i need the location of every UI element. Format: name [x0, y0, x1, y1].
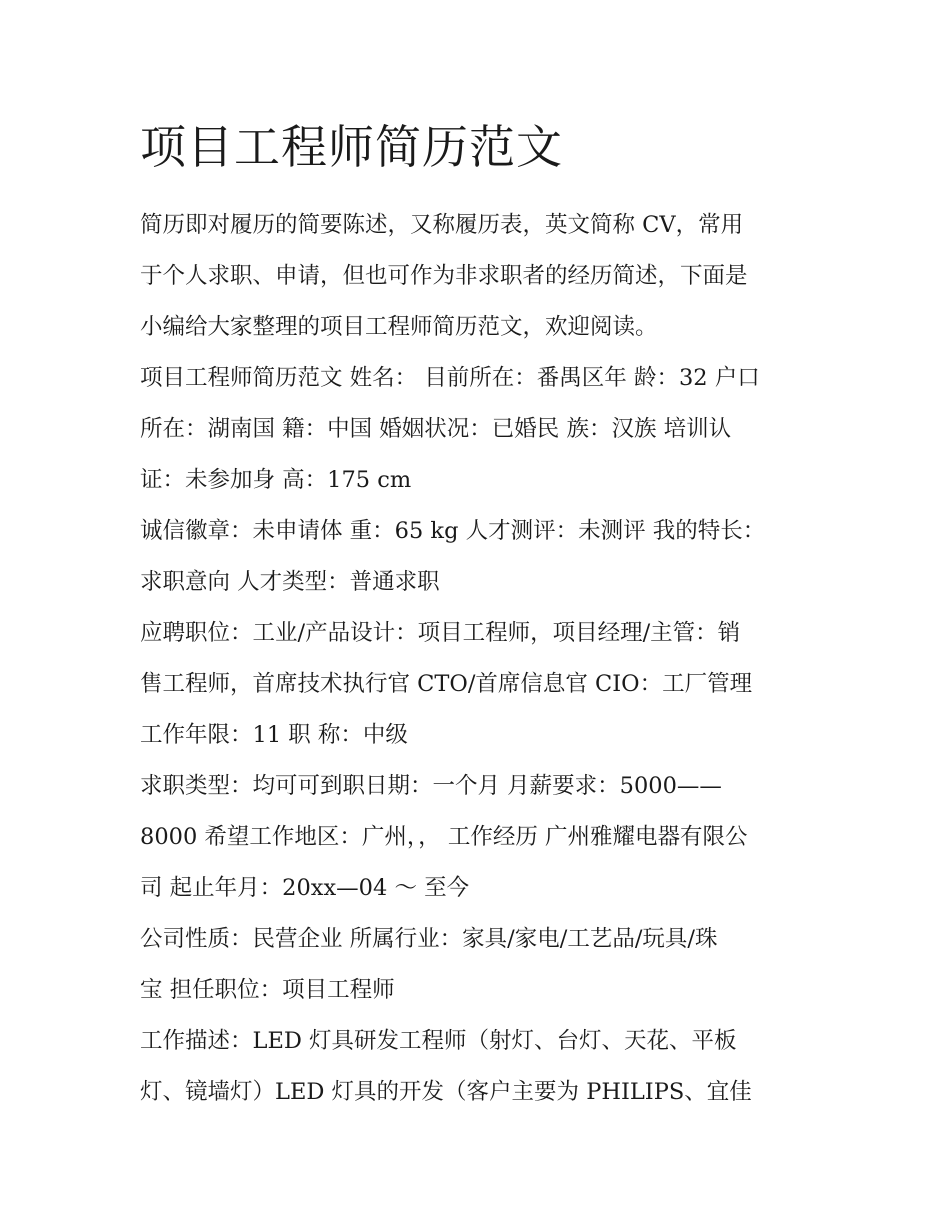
document-page — [140, 112, 820, 1118]
paragraph-job-type — [140, 761, 820, 914]
text-line: 灯、镜墙灯）LED 灯具的开发（客户主要为 PHILIPS、宜佳 — [140, 1079, 752, 1105]
text-line: 求职类型：均可可到职日期：一个月 月薪要求：5000—— — [140, 773, 722, 799]
text-line: 8000 希望工作地区：广州，， 工作经历 广州雅耀电器有限公 — [140, 824, 748, 850]
paragraph-personal-info — [140, 353, 820, 506]
text-line: 工作年限：11 职 称：中级 — [140, 722, 408, 748]
text-line: 简历即对履历的简要陈述，又称履历表，英文简称 CV，常用 — [140, 212, 744, 238]
text-line: 于个人求职、申请，但也可作为非求职者的经历简述，下面是 — [140, 263, 748, 289]
text-line: 小编给大家整理的项目工程师简历范文，欢迎阅读。 — [140, 314, 658, 340]
document-title: 项目工程师简历范文 — [140, 120, 563, 174]
text-line: 司 起止年月：20xx—04 ～ 至今 — [140, 875, 470, 901]
text-line: 项目工程师简历范文 姓名： 目前所在：番禺区年 龄：32 户口 — [140, 365, 760, 391]
paragraph-credentials — [140, 506, 820, 608]
text-line: 宝 担任职位：项目工程师 — [140, 977, 395, 1003]
paragraph-job-description — [140, 1016, 820, 1118]
text-line: 公司性质：民营企业 所属行业：家具/家电/工艺品/玩具/珠 — [140, 926, 718, 952]
paragraph-positions — [140, 608, 820, 761]
text-line: 证：未参加身 高：175 cm — [140, 467, 412, 493]
paragraph-intro — [140, 200, 820, 353]
text-line: 售工程师，首席技术执行官 CTO/首席信息官 CIO：工厂管理 — [140, 671, 753, 697]
text-line: 所在：湖南国 籍：中国 婚姻状况：已婚民 族：汉族 培训认 — [140, 416, 732, 442]
paragraph-company — [140, 914, 820, 1016]
text-line: 诚信徽章：未申请体 重：65 kg 人才测评：未测评 我的特长： — [140, 518, 766, 544]
text-line: 求职意向 人才类型：普通求职 — [140, 569, 440, 595]
text-line: 应聘职位：工业/产品设计：项目工程师，项目经理/主管：销 — [140, 620, 741, 646]
text-line: 工作描述：LED 灯具研发工程师（射灯、台灯、天花、平板 — [140, 1028, 737, 1054]
